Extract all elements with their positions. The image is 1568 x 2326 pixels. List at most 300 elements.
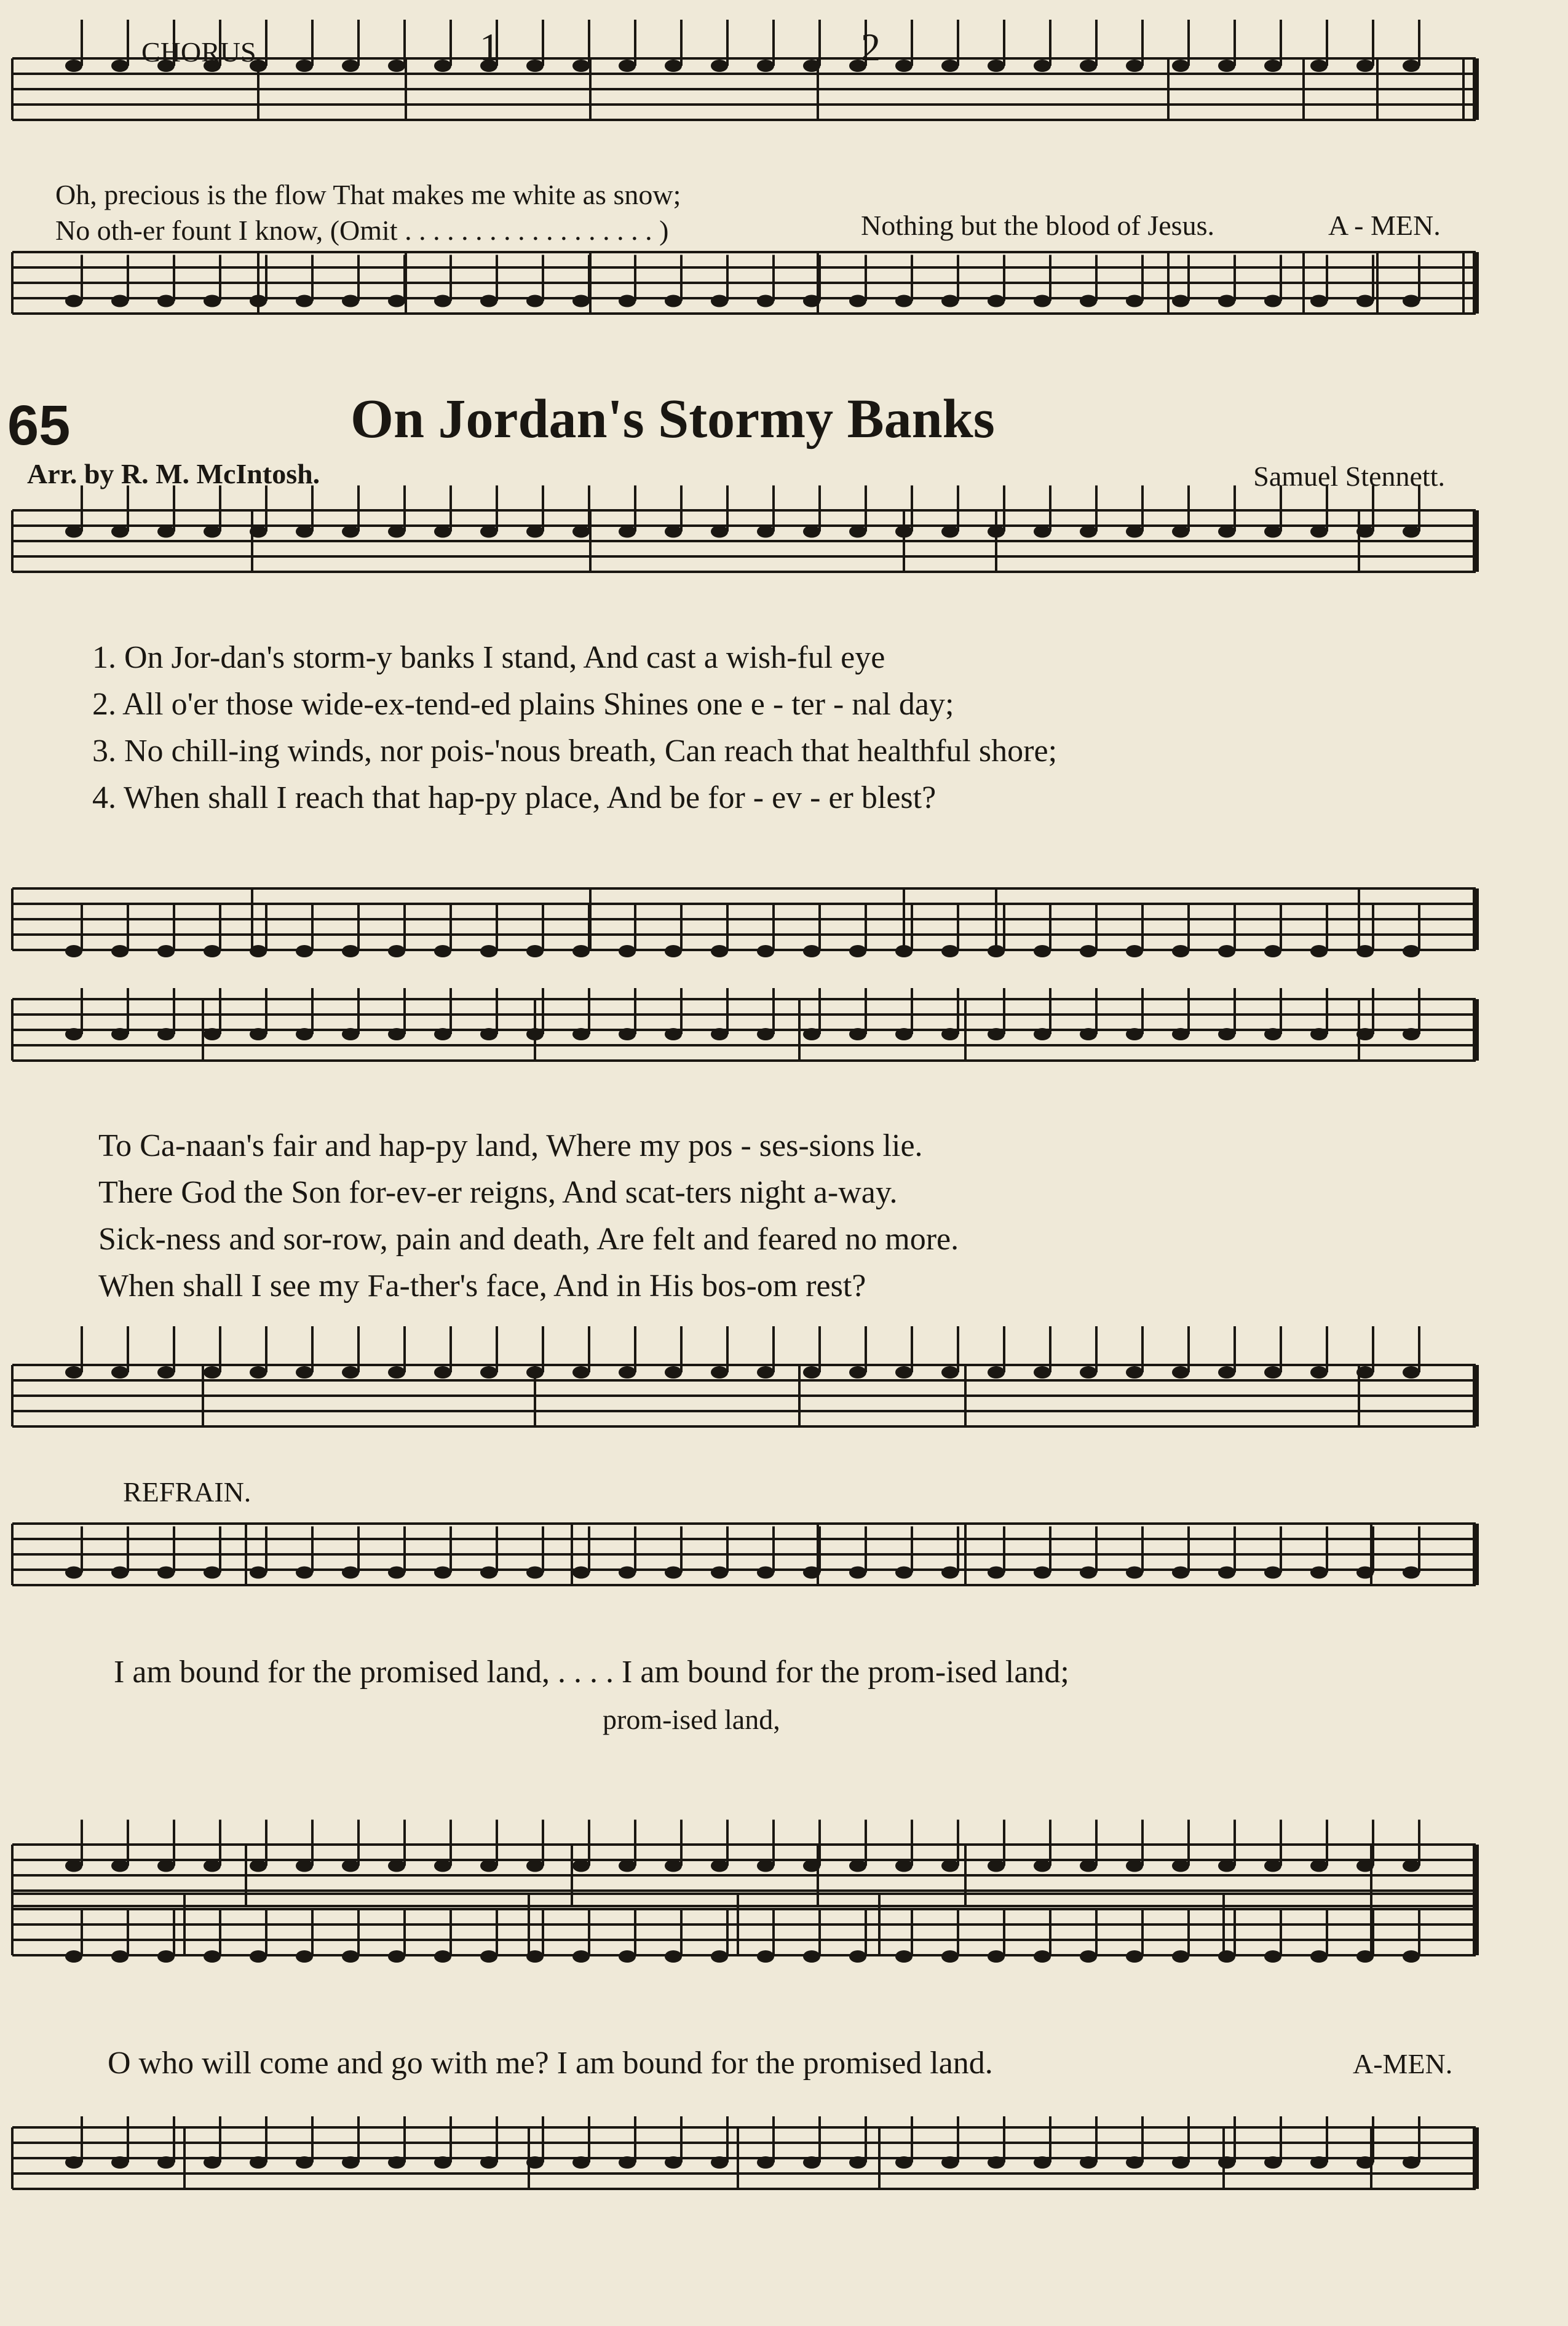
note-head [1310,1860,1328,1872]
note-head [342,295,359,307]
note-head [1080,526,1097,538]
verse-3-line-a: 3. No chill-ing winds, nor pois-'nous breath, Can reach that healthful shore; [92,734,1058,769]
note-head [988,1860,1005,1872]
note-head [1172,1567,1189,1579]
note-head [526,1028,544,1040]
note-head [388,2156,405,2169]
note-head [526,945,544,957]
note-head [296,2156,313,2169]
note-head [941,60,959,72]
note-head [988,1950,1005,1963]
note-head [434,2156,451,2169]
note-head [619,526,636,538]
chorus-amen: A - MEN. [1328,210,1441,241]
note-head [665,60,682,72]
note-head [250,2156,267,2169]
refrain-echo: prom-ised land, [603,1704,780,1735]
note-head [1034,526,1051,538]
note-head [250,1950,267,1963]
note-head [250,1028,267,1040]
note-head [1264,526,1281,538]
note-head [1403,2156,1420,2169]
note-head [1218,1950,1235,1963]
note-head [434,526,451,538]
note-head [1172,1366,1189,1379]
verse-3-line-b: Sick-ness and sor-row, pain and death, Are felt and feared no more. [98,1222,959,1257]
note-head [1126,1567,1143,1579]
note-head [803,1028,820,1040]
note-head [1126,1028,1143,1040]
note-head [619,945,636,957]
note-head [1264,1028,1281,1040]
note-head [526,60,544,72]
chorus-label: CHORUS [141,36,256,68]
note-head [1034,945,1051,957]
note-head [941,1860,959,1872]
note-head [480,1950,497,1963]
note-head [1034,1950,1051,1963]
note-head [1310,1950,1328,1963]
note-head [1310,2156,1328,2169]
note-head [711,60,728,72]
note-head [1172,1950,1189,1963]
note-head [849,1567,866,1579]
note-head [1356,60,1374,72]
note-head [1403,1567,1420,1579]
note-head [619,1366,636,1379]
verse-1-line-a: 1. On Jor-dan's storm-y banks I stand, And cast a wish-ful eye [92,640,885,675]
note-head [111,1028,129,1040]
note-head [65,295,82,307]
note-head [342,526,359,538]
note-head [1310,945,1328,957]
note-head [1264,1567,1281,1579]
note-head [480,1028,497,1040]
note-head [895,1860,913,1872]
note-head [941,526,959,538]
note-head [157,295,175,307]
note-head [803,60,820,72]
verse-4-line-b: When shall I see my Fa-ther's face, And in His bos-om rest? [98,1268,866,1303]
note-head [342,60,359,72]
note-head [434,1366,451,1379]
song-title: On Jordan's Stormy Banks [350,389,995,449]
note-head [480,1567,497,1579]
note-head [526,1567,544,1579]
note-head [1080,295,1097,307]
note-head [665,526,682,538]
note-head [111,1567,129,1579]
note-head [296,1567,313,1579]
note-head [572,1366,590,1379]
note-head [572,60,590,72]
note-head [1310,1028,1328,1040]
note-head [526,1366,544,1379]
note-head [1264,1950,1281,1963]
note-head [1034,2156,1051,2169]
author-credit: Samuel Stennett. [1253,461,1445,492]
note-head [65,526,82,538]
note-head [111,1860,129,1872]
note-head [711,1366,728,1379]
note-head [572,1567,590,1579]
note-head [803,945,820,957]
note-head [526,2156,544,2169]
note-head [1356,1028,1374,1040]
note-head [1034,1366,1051,1379]
note-head [1403,945,1420,957]
note-head [65,1028,82,1040]
note-head [204,1366,221,1379]
note-head [665,945,682,957]
note-head [619,60,636,72]
note-head [157,945,175,957]
note-head [526,1860,544,1872]
note-head [388,1366,405,1379]
note-head [204,1860,221,1872]
note-head [988,295,1005,307]
note-head [619,2156,636,2169]
note-head [1080,945,1097,957]
note-head [757,526,774,538]
note-head [803,1366,820,1379]
note-head [526,1950,544,1963]
note-head [988,1567,1005,1579]
note-head [1356,1860,1374,1872]
note-head [941,945,959,957]
note-head [1034,1567,1051,1579]
note-head [434,1567,451,1579]
note-head [526,526,544,538]
note-head [342,1567,359,1579]
note-head [65,1567,82,1579]
note-head [1126,945,1143,957]
note-head [342,1028,359,1040]
note-head [572,526,590,538]
note-head [111,2156,129,2169]
note-head [895,1567,913,1579]
note-head [711,295,728,307]
note-head [711,526,728,538]
note-head [711,1028,728,1040]
note-head [941,295,959,307]
note-head [1403,1366,1420,1379]
ending-1-label: 1 [480,25,499,69]
note-head [941,1950,959,1963]
note-head [204,945,221,957]
note-head [757,1860,774,1872]
note-head [665,1366,682,1379]
note-head [711,1950,728,1963]
note-head [803,1860,820,1872]
note-head [988,2156,1005,2169]
note-head [434,945,451,957]
note-head [895,295,913,307]
note-head [296,1950,313,1963]
note-head [480,1860,497,1872]
note-head [941,1028,959,1040]
note-head [65,2156,82,2169]
note-head [849,526,866,538]
hymn-number: 65 [7,394,71,457]
note-head [1403,1028,1420,1040]
note-head [388,945,405,957]
note-head [250,526,267,538]
note-head [849,1028,866,1040]
note-head [388,60,405,72]
note-head [803,295,820,307]
note-head [434,60,451,72]
note-head [388,1950,405,1963]
arranger-credit: Arr. by R. M. McIntosh. [27,458,320,489]
note-head [342,2156,359,2169]
note-head [1172,526,1189,538]
note-head [388,1028,405,1040]
note-head [65,60,82,72]
note-head [988,945,1005,957]
note-head [1080,2156,1097,2169]
note-head [1356,945,1374,957]
note-head [988,526,1005,538]
note-head [1126,1366,1143,1379]
note-head [342,1366,359,1379]
note-head [65,1366,82,1379]
note-head [1034,295,1051,307]
note-head [803,1950,820,1963]
note-head [1080,1366,1097,1379]
note-head [849,1366,866,1379]
note-head [480,526,497,538]
note-head [1310,60,1328,72]
note-head [250,1366,267,1379]
note-head [296,945,313,957]
note-head [1218,945,1235,957]
note-head [1264,1366,1281,1379]
note-head [157,526,175,538]
note-head [1126,60,1143,72]
note-head [342,1950,359,1963]
note-head [1310,1366,1328,1379]
note-head [572,945,590,957]
note-head [1403,526,1420,538]
note-head [1172,295,1189,307]
note-head [1034,1860,1051,1872]
note-head [941,1366,959,1379]
note-head [1126,295,1143,307]
note-head [757,1950,774,1963]
note-head [849,295,866,307]
note-head [895,2156,913,2169]
note-head [1126,526,1143,538]
note-head [665,2156,682,2169]
note-head [111,526,129,538]
note-head [803,1567,820,1579]
note-head [757,1567,774,1579]
note-head [1356,526,1374,538]
note-head [988,1366,1005,1379]
note-head [619,295,636,307]
note-head [111,1950,129,1963]
note-head [1356,1366,1374,1379]
note-head [250,1860,267,1872]
note-head [895,60,913,72]
note-head [1218,1366,1235,1379]
note-head [895,1028,913,1040]
note-head [1403,60,1420,72]
note-head [204,526,221,538]
note-head [1264,1860,1281,1872]
note-head [1264,295,1281,307]
note-head [111,295,129,307]
note-head [296,295,313,307]
note-head [1218,60,1235,72]
note-head [157,2156,175,2169]
note-head [757,60,774,72]
note-head [665,1028,682,1040]
note-head [1126,1860,1143,1872]
note-head [757,2156,774,2169]
note-head [1218,295,1235,307]
note-head [204,1950,221,1963]
note-head [480,2156,497,2169]
note-head [619,1567,636,1579]
verse-2-line-a: 2. All o'er those wide-ex-tend-ed plains Shines one e - ter - nal day; [92,687,954,722]
note-head [1356,1950,1374,1963]
note-head [65,1860,82,1872]
note-head [572,295,590,307]
verse-2-line-b: There God the Son for-ev-er reigns, And scat-ters night a-way. [98,1175,898,1210]
note-head [849,1860,866,1872]
note-head [895,945,913,957]
note-head [434,1950,451,1963]
note-head [1218,1028,1235,1040]
note-head [665,295,682,307]
note-head [572,1028,590,1040]
note-head [1218,1567,1235,1579]
note-head [1080,1950,1097,1963]
note-head [1264,945,1281,957]
note-head [1080,60,1097,72]
refrain-amen: A-MEN. [1353,2048,1453,2079]
note-head [665,1860,682,1872]
note-head [388,526,405,538]
note-head [434,1860,451,1872]
note-head [849,2156,866,2169]
note-head [434,295,451,307]
note-head [65,945,82,957]
note-head [665,1950,682,1963]
note-head [1218,526,1235,538]
note-head [1403,1950,1420,1963]
note-head [296,1366,313,1379]
refrain-line-2: O who will come and go with me? I am bound for the promised land. [108,2046,993,2081]
note-head [757,945,774,957]
note-head [480,945,497,957]
note-head [388,1567,405,1579]
note-head [157,1950,175,1963]
note-head [849,1950,866,1963]
note-head [296,60,313,72]
note-head [711,1567,728,1579]
note-head [1172,2156,1189,2169]
note-head [1403,1860,1420,1872]
note-head [1172,945,1189,957]
note-head [111,945,129,957]
note-head [988,1028,1005,1040]
note-head [1356,2156,1374,2169]
note-head [1264,2156,1281,2169]
note-head [296,526,313,538]
note-head [250,945,267,957]
note-head [526,295,544,307]
note-head [619,1860,636,1872]
note-head [480,1366,497,1379]
refrain-label: REFRAIN. [123,1476,251,1508]
note-head [988,60,1005,72]
note-head [480,295,497,307]
note-head [1172,1860,1189,1872]
note-head [157,1028,175,1040]
note-head [849,945,866,957]
note-head [296,1028,313,1040]
note-head [342,945,359,957]
note-head [111,60,129,72]
note-head [941,1567,959,1579]
note-head [388,1860,405,1872]
note-head [941,2156,959,2169]
note-head [572,2156,590,2169]
note-head [711,1860,728,1872]
note-head [1310,295,1328,307]
note-head [1126,2156,1143,2169]
note-head [711,945,728,957]
note-head [157,1860,175,1872]
note-head [111,1366,129,1379]
note-head [204,1028,221,1040]
note-head [1172,60,1189,72]
note-head [1034,60,1051,72]
verse-1-line-b: To Ca-naan's fair and hap-py land, Where my pos - ses-sions lie. [98,1128,923,1163]
note-head [619,1028,636,1040]
note-head [157,1366,175,1379]
note-head [895,1950,913,1963]
chorus-lyric-line-3: Nothing but the blood of Jesus. [861,210,1214,241]
note-head [757,295,774,307]
note-head [342,1860,359,1872]
note-head [1080,1567,1097,1579]
note-head [1080,1860,1097,1872]
note-head [1034,1028,1051,1040]
note-head [619,1950,636,1963]
note-head [157,1567,175,1579]
note-head [803,526,820,538]
note-head [1218,2156,1235,2169]
note-head [1080,1028,1097,1040]
note-head [1356,1567,1374,1579]
note-head [204,295,221,307]
chorus-lyric-line-1: Oh, precious is the flow That makes me white as snow; [55,179,681,210]
note-head [1126,1950,1143,1963]
note-head [204,2156,221,2169]
note-head [1310,1567,1328,1579]
note-head [895,526,913,538]
note-head [250,295,267,307]
note-head [65,1950,82,1963]
ending-2-label: 2 [861,25,881,69]
note-head [204,1567,221,1579]
note-head [296,1860,313,1872]
note-head [895,1366,913,1379]
